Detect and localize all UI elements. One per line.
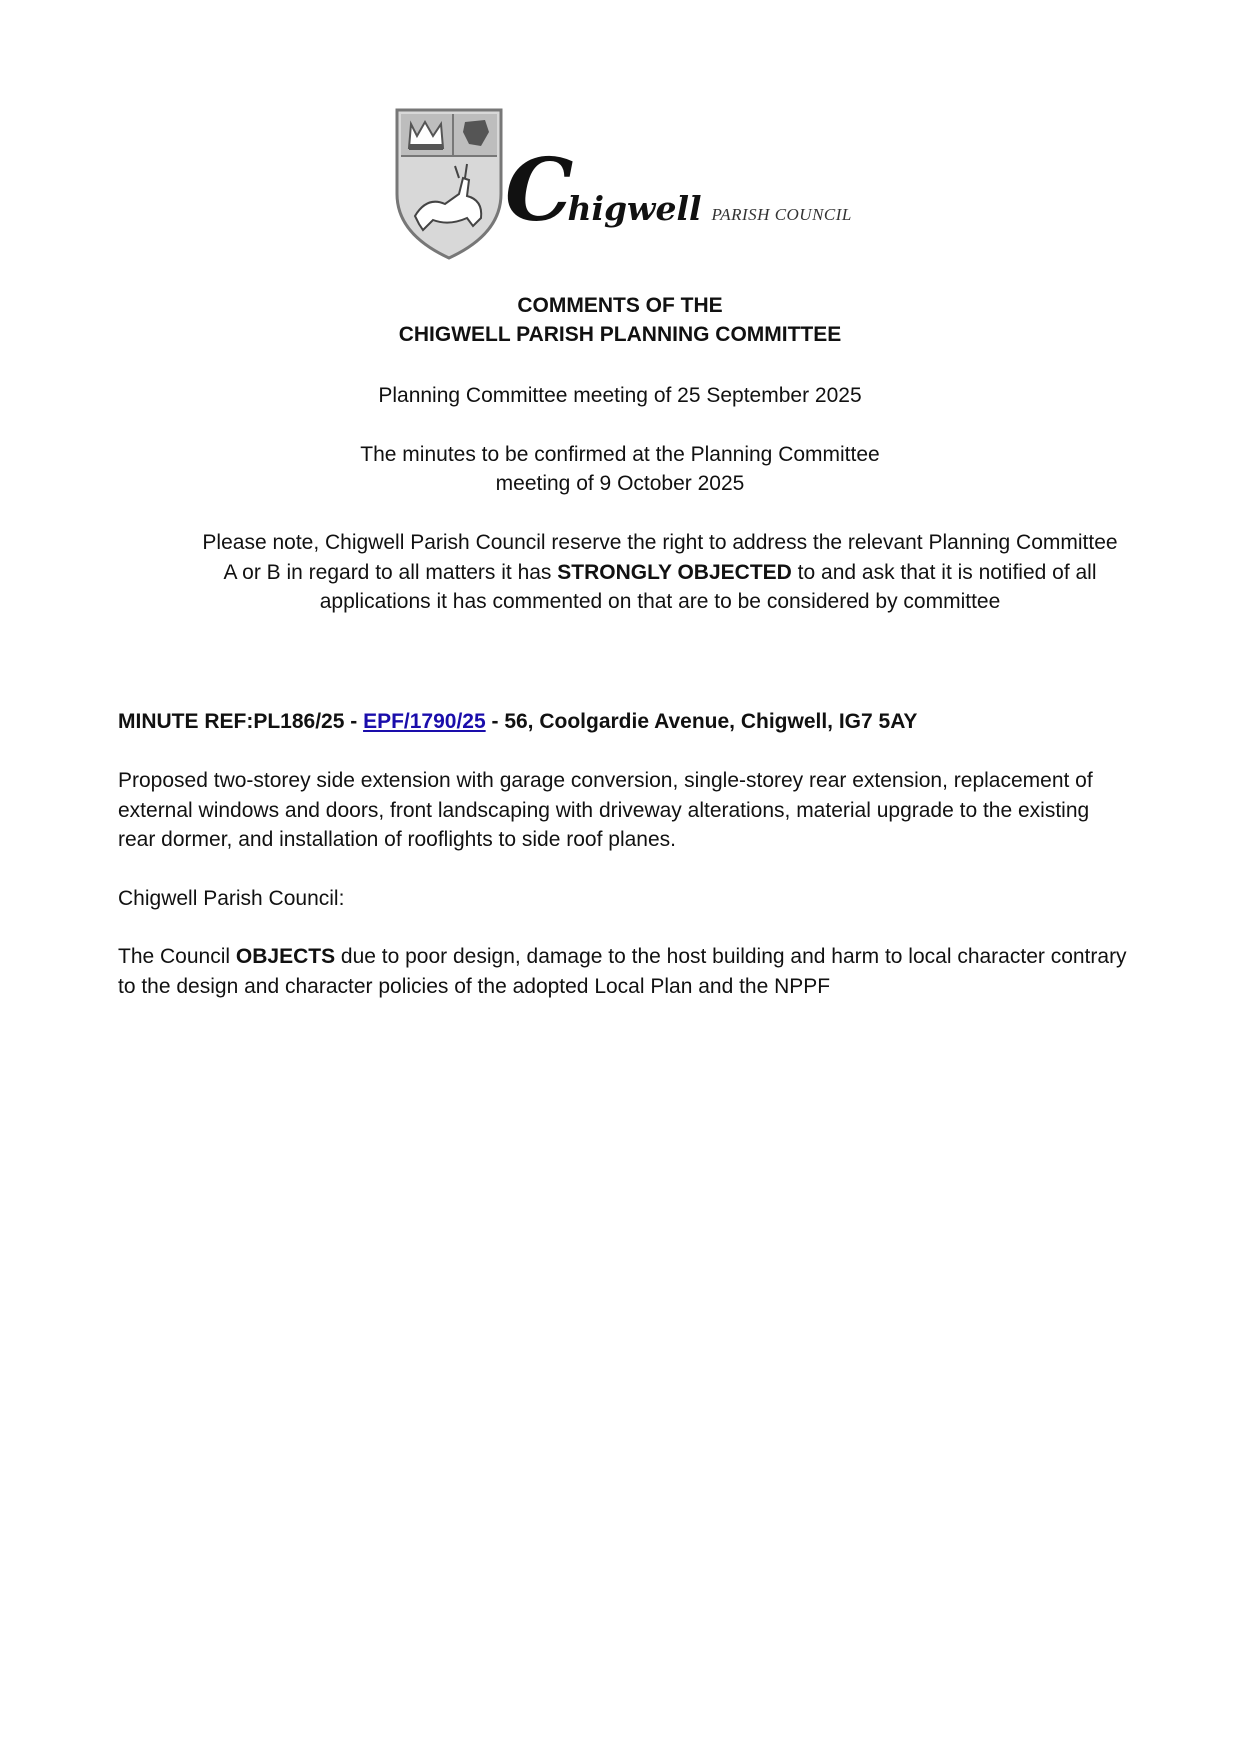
decision-text-before: The Council <box>118 945 236 968</box>
minutes-line-1: The minutes to be confirmed at the Planning Committee <box>360 443 880 466</box>
decision-text-after: due to poor design, damage to the host building and harm to local character contrary to the design and character policies of the adopted Local Plan and the NPPF <box>118 945 1127 998</box>
proposal-description: Proposed two-storey side extension with garage conversion, single-storey rear extension, replacement of external windows and doors, front landscaping with driveway alterations, material upgrade to the existing rear dormer, and installation of rooflights to side roof planes. <box>118 769 1093 851</box>
notice-text-after: to and ask that it is notified of all applications it has commented on that are to be considered by committee <box>319 560 1097 613</box>
decision-emphasis: OBJECTS <box>235 945 336 968</box>
crest-icon <box>393 108 505 260</box>
heading-line-1: COMMENTS OF THE <box>517 294 723 317</box>
logo-wordmark <box>505 140 852 241</box>
council-decision <box>118 942 1128 1001</box>
logo-subtitle: PARISH COUNCIL <box>711 205 852 224</box>
notice-text-before: Please note, Chigwell Parish Council reserve the right to address the relevant Planning Committee A or B in regard to all matters it has <box>202 531 1118 584</box>
minute-prefix: MINUTE REF:PL186/25 - <box>118 710 364 733</box>
logo-initial: C <box>505 140 574 241</box>
notice-paragraph <box>200 528 1120 617</box>
document-heading <box>0 291 1240 349</box>
minutes-line-2: meeting of 9 October 2025 <box>495 472 745 495</box>
parish-council-logo <box>393 108 863 268</box>
notice-emphasis: STRONGLY OBJECTED <box>557 560 792 584</box>
logo-name: higwell <box>567 189 702 228</box>
minute-reference <box>118 707 1128 737</box>
application-link[interactable]: EPF/1790/25 <box>363 710 486 733</box>
council-label: Chigwell Parish Council: <box>118 887 345 910</box>
minutes-confirmation <box>0 440 1240 498</box>
heading-line-2: CHIGWELL PARISH PLANNING COMMITTEE <box>398 323 842 346</box>
meeting-date: Planning Committee meeting of 25 September 2025 <box>378 384 862 407</box>
minute-address: - 56, Coolgardie Avenue, Chigwell, IG7 5AY <box>485 710 918 733</box>
